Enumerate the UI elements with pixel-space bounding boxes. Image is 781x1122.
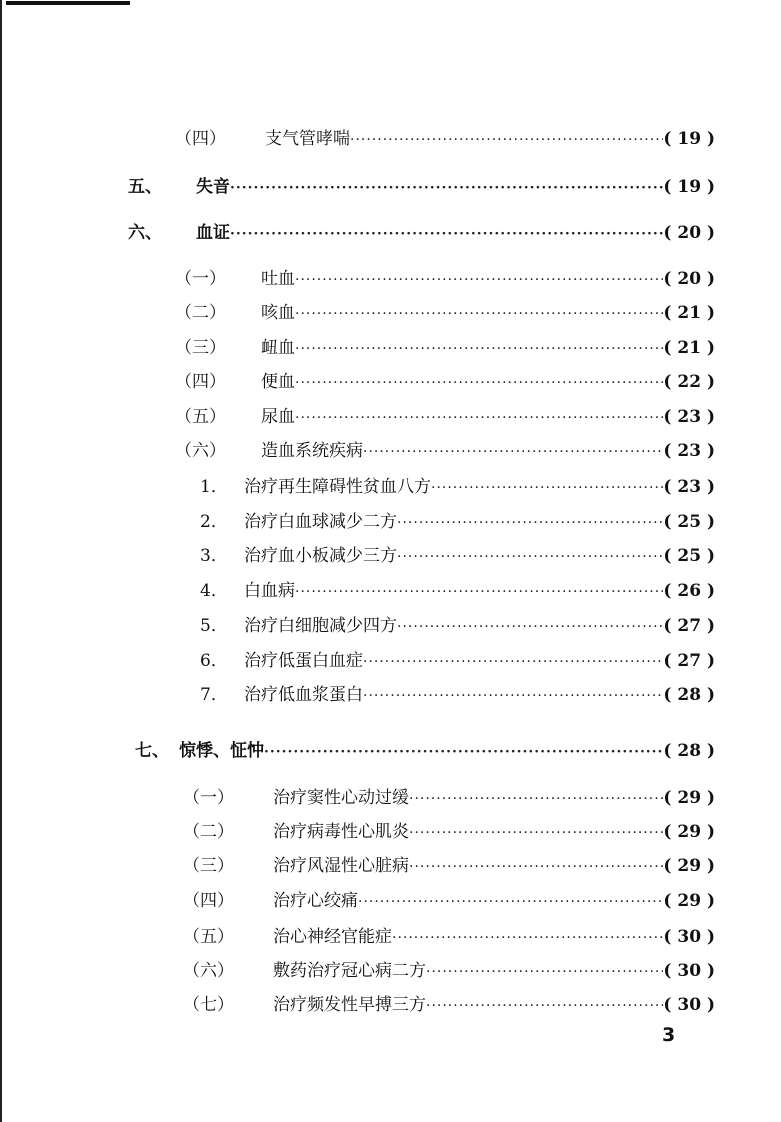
- dot-leader: [409, 791, 663, 807]
- entry-title: 治疗再生障碍性贫血八方: [244, 477, 431, 497]
- toc-entry: [200, 646, 715, 676]
- page-number: 3: [662, 1024, 676, 1046]
- entry-number: 五、: [128, 177, 162, 197]
- entry-page: ( 21 ): [663, 303, 715, 323]
- entry-title: 衄血: [261, 338, 295, 358]
- dot-leader: [426, 998, 663, 1014]
- entry-page: ( 20 ): [663, 269, 715, 289]
- toc-entry: [183, 886, 715, 916]
- dot-leader: [409, 825, 663, 841]
- toc-entry: [175, 264, 715, 294]
- toc-entry: [200, 472, 715, 502]
- entry-page: ( 27 ): [663, 616, 715, 636]
- entry-number: （四）: [175, 129, 226, 149]
- entry-page: ( 23 ): [663, 441, 715, 461]
- entry-title: 治疗低血浆蛋白: [244, 685, 363, 705]
- dot-leader: [230, 226, 663, 242]
- entry-page: ( 30 ): [663, 995, 715, 1015]
- entry-title: 惊悸、怔忡: [179, 741, 264, 761]
- entry-page: ( 19 ): [663, 129, 715, 149]
- entry-page: ( 29 ): [663, 822, 715, 842]
- entry-title: 敷药治疗冠心病二方: [273, 961, 426, 981]
- entry-page: ( 29 ): [663, 788, 715, 808]
- entry-number: （六）: [183, 961, 234, 981]
- entry-page: ( 22 ): [663, 372, 715, 392]
- entry-title: 治疗心绞痛: [273, 891, 358, 911]
- entry-number: 5．: [200, 616, 228, 636]
- entry-title: 治疗病毒性心肌炎: [273, 822, 409, 842]
- dot-leader: [426, 964, 663, 980]
- toc-entry: [200, 576, 715, 606]
- entry-page: ( 28 ): [663, 685, 715, 705]
- toc-entry: [183, 922, 715, 952]
- entry-page: ( 30 ): [663, 961, 715, 981]
- toc-entry: [183, 956, 715, 986]
- dot-leader: [264, 744, 663, 760]
- entry-page: ( 21 ): [663, 338, 715, 358]
- toc-entry: [175, 124, 715, 154]
- toc-entry: [175, 298, 715, 328]
- dot-leader: [363, 688, 663, 704]
- toc-entry: [175, 402, 715, 432]
- dot-leader: [295, 306, 663, 322]
- toc-entry: [200, 680, 715, 710]
- dot-leader: [397, 619, 663, 635]
- dot-leader: [295, 341, 663, 357]
- entry-number: （六）: [175, 441, 226, 461]
- entry-number: 7．: [200, 685, 228, 705]
- toc-entry: [183, 783, 715, 813]
- page-edge: [0, 0, 2, 1122]
- entry-number: 1．: [200, 477, 228, 497]
- entry-number: （一）: [183, 788, 234, 808]
- toc-entry: [183, 817, 715, 847]
- entry-page: ( 25 ): [663, 546, 715, 566]
- entry-number: （四）: [175, 372, 226, 392]
- entry-number: （一）: [175, 269, 226, 289]
- toc-entry: [200, 611, 715, 641]
- entry-page: ( 23 ): [663, 477, 715, 497]
- entry-page: ( 20 ): [663, 223, 715, 243]
- entry-number: （四）: [183, 891, 234, 911]
- toc-entry: [183, 990, 715, 1020]
- entry-number: 2．: [200, 512, 228, 532]
- entry-title: 尿血: [261, 407, 295, 427]
- toc-entry: [175, 436, 715, 466]
- entry-number: （五）: [175, 407, 226, 427]
- toc-entry: [200, 507, 715, 537]
- entry-number: （三）: [175, 338, 226, 358]
- entry-title: 血证: [196, 223, 230, 243]
- dot-leader: [431, 480, 663, 496]
- entry-title: 吐血: [261, 269, 295, 289]
- toc-entry: [175, 367, 715, 397]
- entry-title: 支气管哮喘: [265, 129, 350, 149]
- entry-title: 便血: [261, 372, 295, 392]
- entry-number: （二）: [175, 303, 226, 323]
- dot-leader: [363, 654, 663, 670]
- dot-leader: [397, 515, 663, 531]
- entry-page: ( 27 ): [663, 651, 715, 671]
- toc-entry: [200, 541, 715, 571]
- entry-page: ( 29 ): [663, 856, 715, 876]
- entry-page: ( 30 ): [663, 927, 715, 947]
- toc-entry: [128, 172, 715, 202]
- top-rule: [6, 1, 130, 5]
- dot-leader: [409, 859, 663, 875]
- entry-title: 咳血: [261, 303, 295, 323]
- entry-number: （五）: [183, 927, 234, 947]
- entry-title: 治疗白细胞减少四方: [244, 616, 397, 636]
- dot-leader: [230, 180, 663, 196]
- entry-number: （三）: [183, 856, 234, 876]
- dot-leader: [295, 272, 663, 288]
- entry-page: ( 19 ): [663, 177, 715, 197]
- entry-number: 3．: [200, 546, 228, 566]
- entry-title: 治疗白血球减少二方: [244, 512, 397, 532]
- dot-leader: [392, 930, 663, 946]
- entry-page: ( 28 ): [663, 741, 715, 761]
- entry-title: 治疗低蛋白血症: [244, 651, 363, 671]
- entry-title: 治疗风湿性心脏病: [273, 856, 409, 876]
- entry-page: ( 29 ): [663, 891, 715, 911]
- dot-leader: [295, 584, 663, 600]
- entry-title: 治疗频发性早搏三方: [273, 995, 426, 1015]
- entry-title: 造血系统疾病: [261, 441, 363, 461]
- entry-page: ( 25 ): [663, 512, 715, 532]
- entry-title: 失音: [196, 177, 230, 197]
- entry-page: ( 26 ): [663, 581, 715, 601]
- entry-number: 六、: [128, 223, 162, 243]
- entry-title: 治心神经官能症: [273, 927, 392, 947]
- entry-number: 4．: [200, 581, 228, 601]
- dot-leader: [350, 132, 663, 148]
- dot-leader: [295, 375, 663, 391]
- dot-leader: [397, 549, 663, 565]
- entry-number: 七、: [135, 741, 169, 761]
- dot-leader: [358, 894, 663, 910]
- dot-leader: [363, 444, 663, 460]
- dot-leader: [295, 410, 663, 426]
- entry-title: 治疗窦性心动过缓: [273, 788, 409, 808]
- toc-entry: [183, 851, 715, 881]
- entry-number: 6．: [200, 651, 228, 671]
- entry-page: ( 23 ): [663, 407, 715, 427]
- entry-number: （七）: [183, 995, 234, 1015]
- entry-number: （二）: [183, 822, 234, 842]
- toc-entry: [135, 736, 715, 766]
- entry-title: 白血病: [244, 581, 295, 601]
- entry-title: 治疗血小板减少三方: [244, 546, 397, 566]
- toc-entry: [175, 333, 715, 363]
- toc-entry: [128, 218, 715, 248]
